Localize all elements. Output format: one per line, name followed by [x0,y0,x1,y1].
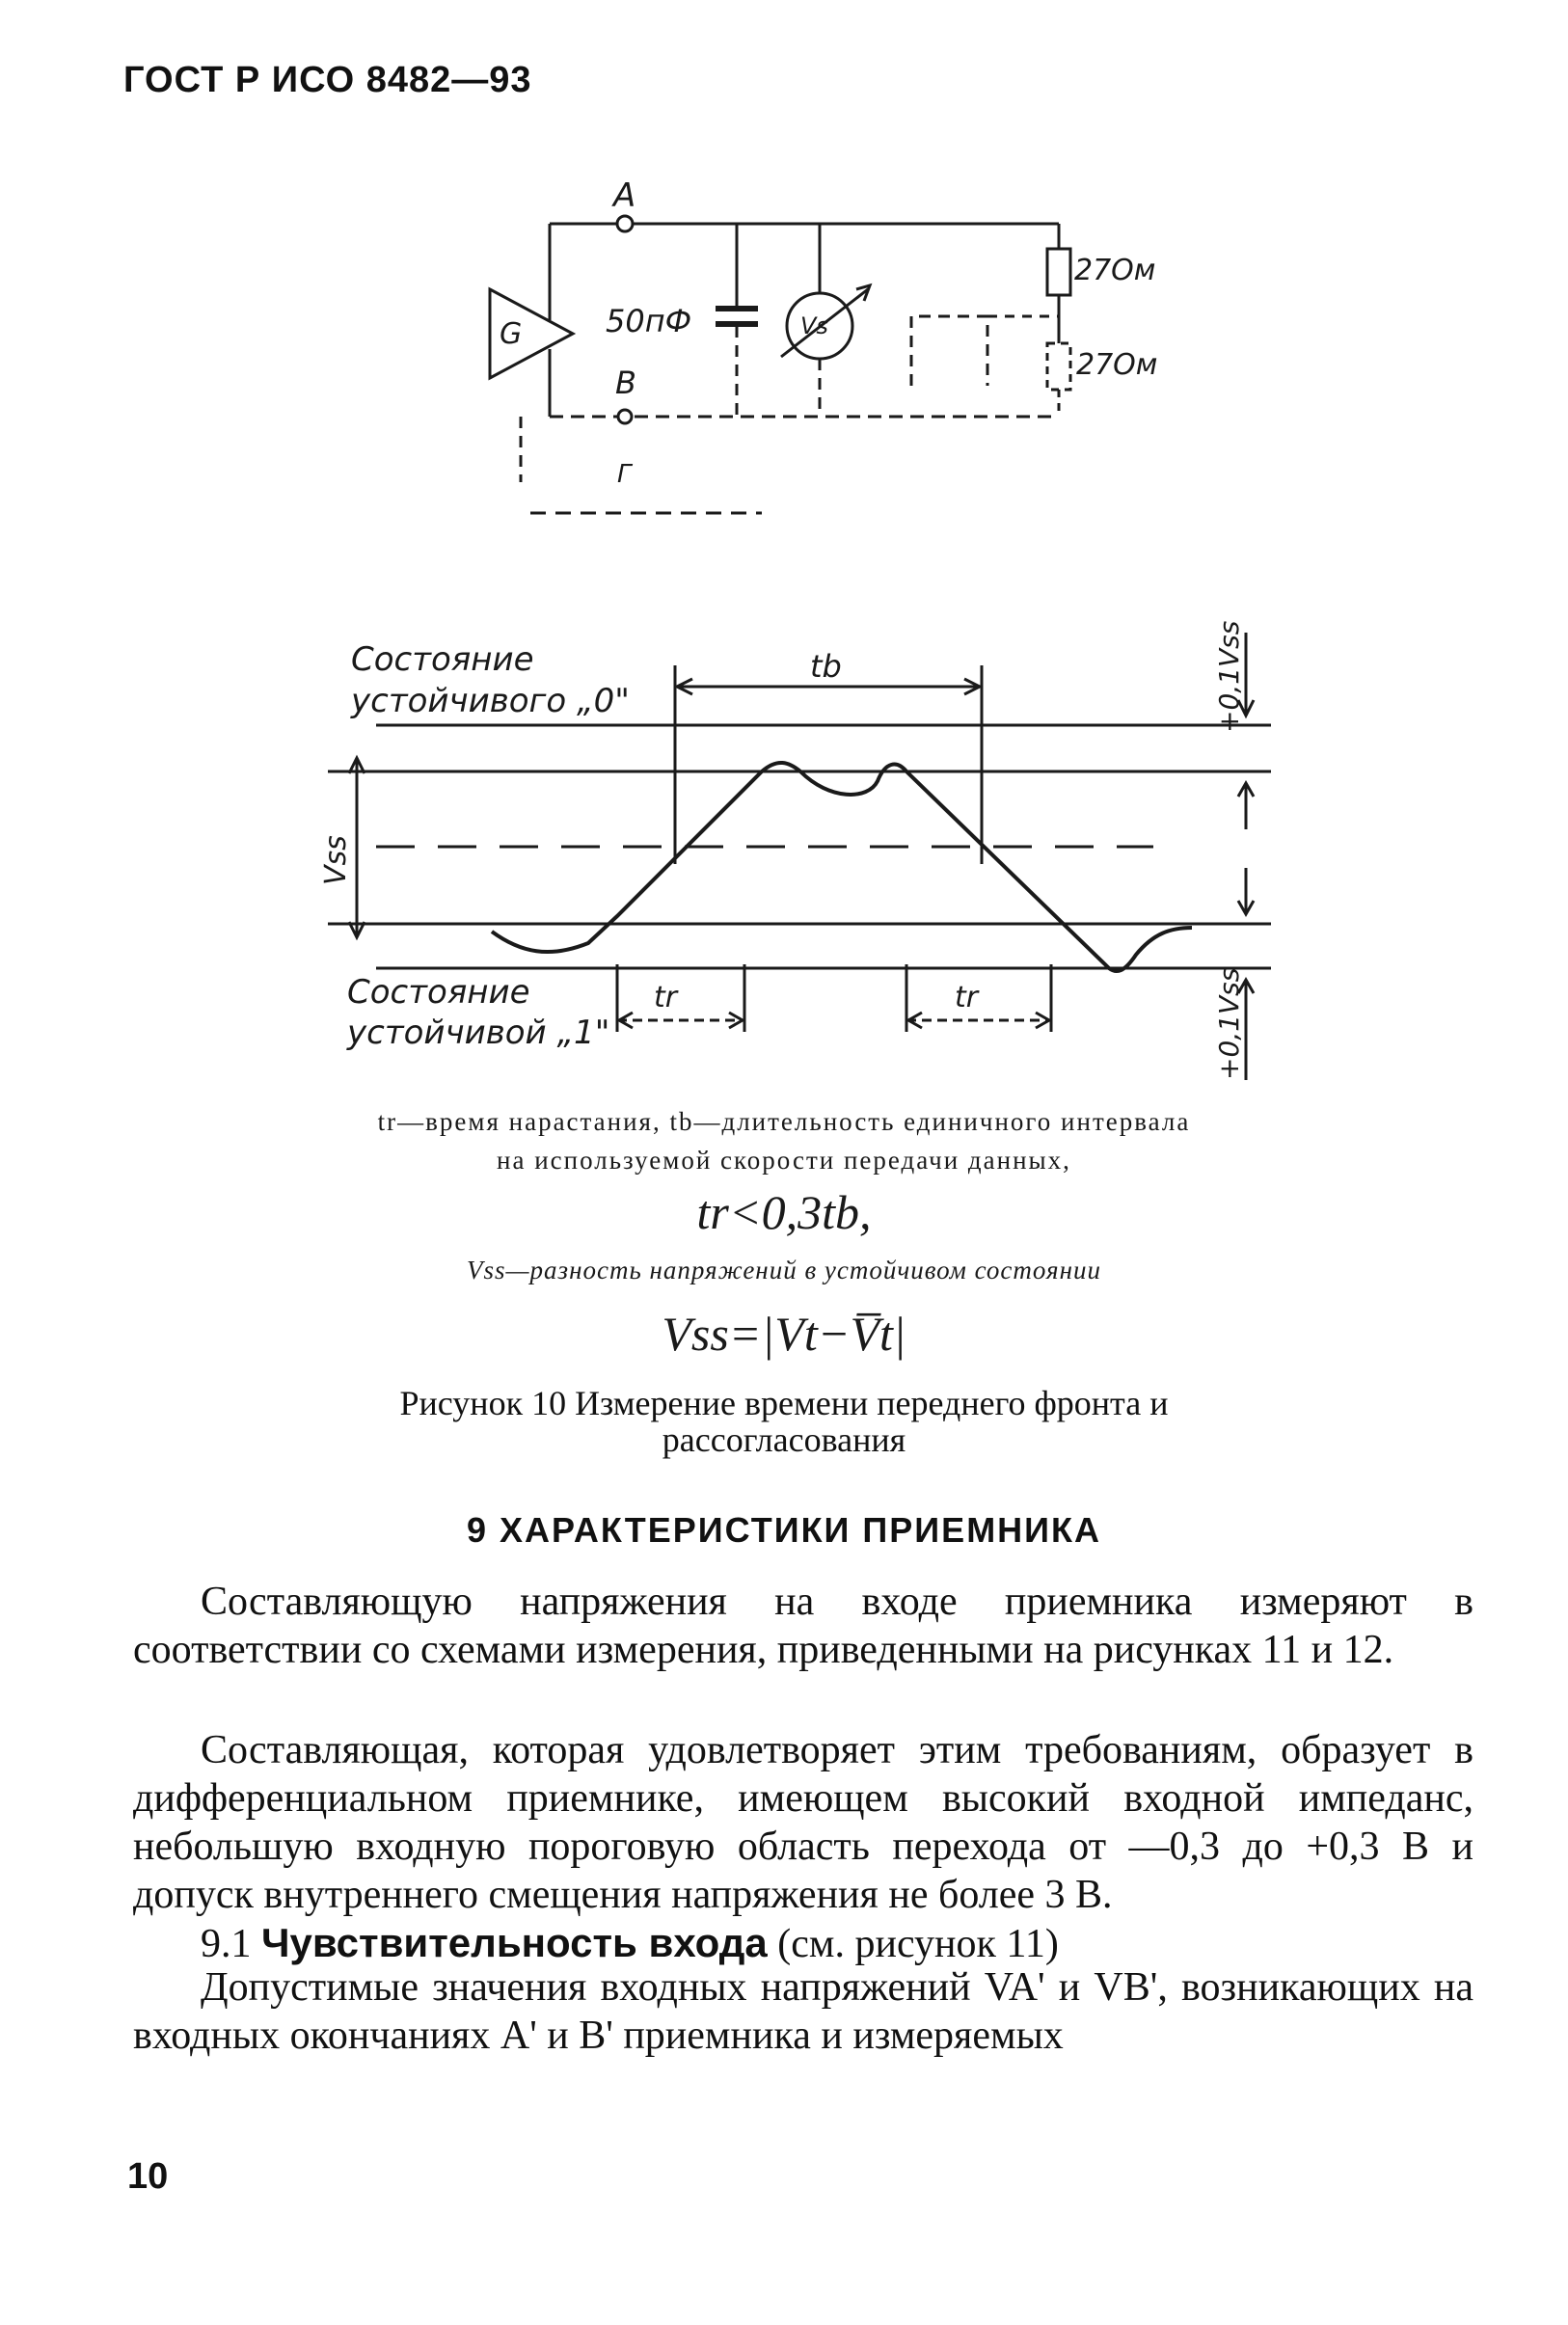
figure-caption-line-2: рассогласования [662,1420,906,1459]
state0-line1: Состояние [351,640,534,679]
state1-line2: устойчивой „1" [347,1014,610,1052]
label-resistor-2: 27Ом [1076,348,1158,382]
figure-10-diagrams [0,0,1568,1099]
legend-line-3: Vss—разность напряжений в устойчивом состоянии [467,1256,1101,1284]
section-title: 9 ХАРАКТЕРИСТИКИ ПРИЕМНИКА [466,1510,1102,1550]
paragraph-2: Составляющая, которая удовлетворяет этим требованиям, образует в дифференциальном приемнике, имеющем высокий входной импеданс, небольшую входную пороговую область перехода от —0,3 до +0,3 В и допуск внутреннего смещения напряжения не более 3 В. [133,1728,1473,1917]
state1-line1: Состояние [347,973,530,1012]
label-b: B [615,365,636,401]
tr-label-right: tr [955,981,979,1014]
tol-top-label: +0,1Vss [1213,620,1245,733]
formula-vss: Vss=|Vt−V̅t| [662,1307,906,1361]
paragraph-1: Составляющую напряжения на входе приемника измеряют в соответствии со схемами измерения, приведенными на рисунках 11 и 12. [133,1580,1473,1672]
state0-line2: устойчивого „0" [351,682,630,720]
formula-tr: tr<0,3tb, [696,1185,872,1239]
document-header: ГОСТ Р ИСО 8482—93 [123,60,532,100]
resistor-1 [1047,249,1070,295]
tol-bottom-label: +0,1Vss [1213,967,1245,1080]
label-capacitor: 50пФ [606,303,692,339]
label-resistor-1: 27Ом [1074,254,1156,287]
label-gnd: Г [617,460,632,489]
page-number: 10 [127,2156,169,2197]
label-meter: Vs [800,312,828,339]
resistor-2 [1047,343,1070,390]
tb-label: tb [810,648,842,685]
vss-label: Vss [319,835,353,885]
legend-line-2: на используемой скорости передачи данных, [497,1146,1071,1175]
label-g: G [500,317,523,351]
label-a: A [613,176,636,215]
subsection-title: Чувствительность входа [261,1920,768,1965]
tr-label-left: tr [654,981,678,1014]
paragraph-4: Допустимые значения входных напряжений VA' и VB', возникающих на входных окончаниях A' и B' приемника и измеряемых [133,1965,1473,2058]
figure-caption-line-1: Рисунок 10 Измерение времени переднего фронта и [399,1384,1169,1422]
figure-caption [0,1385,1568,1458]
subsection-heading [133,1919,1473,1968]
subsection-ref: (см. рисунок 11) [777,1922,1059,1966]
terminal-a [617,216,633,231]
signal-waveform [492,763,1192,971]
circuit-schematic [490,216,1070,513]
terminal-b [618,410,632,423]
subsection-number: 9.1 [201,1922,252,1966]
legend-line-1: tr—время нарастания, tb—длительность единичного интервала [377,1107,1191,1136]
